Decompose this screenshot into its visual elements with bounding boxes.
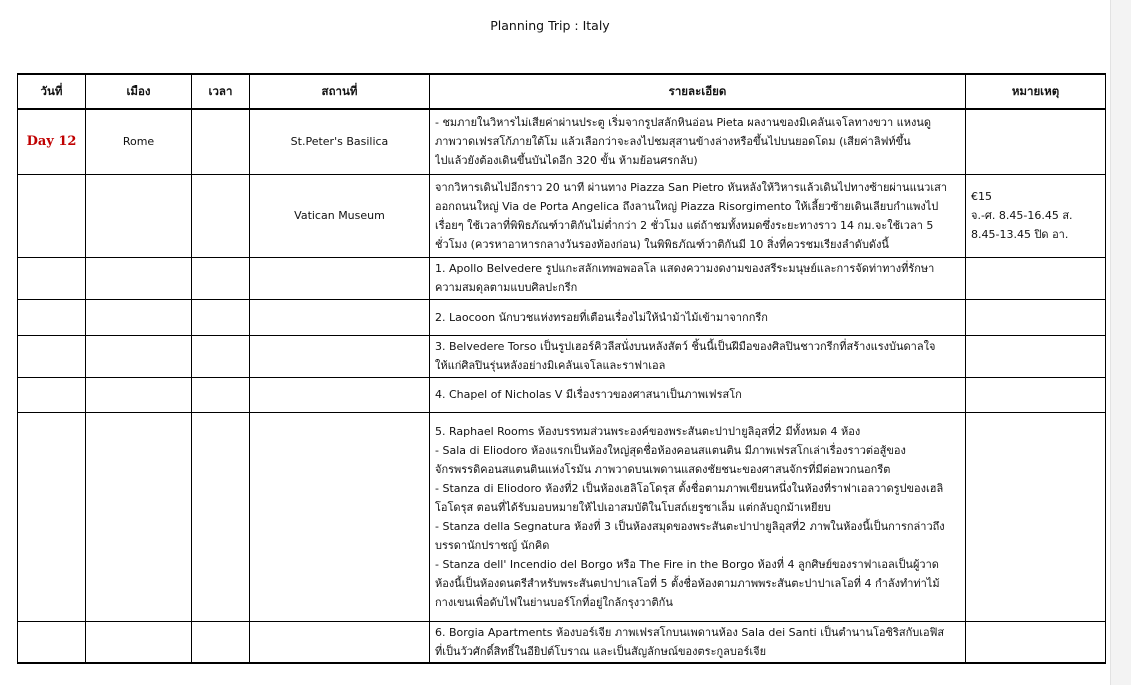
details-line: - ชมภายในวิหารไม่เสียค่าผ่านประตู เริ่มจากรูปสลักหินอ่อน Pieta ผลงานของมิเคลันเจโลทางขวา แหงนดู (435, 116, 932, 130)
place-cell (250, 299, 430, 335)
details-cell (430, 377, 966, 412)
time-cell (192, 257, 250, 299)
place-cell (250, 412, 430, 621)
table-row (18, 299, 1106, 335)
notes-cell (966, 174, 1106, 257)
details-line: - Stanza della Segnatura ห้องที่ 3 เป็นห้องสมุดของพระสันตะปาปายูลิอุสที่2 ภาพในห้องนี้เป็นการกล่าวถึง (435, 519, 945, 533)
place-cell (250, 377, 430, 412)
table-row (18, 257, 1106, 299)
city-cell (86, 335, 192, 377)
details-cell (430, 257, 966, 299)
table-header-row (18, 74, 1106, 109)
time-cell (192, 335, 250, 377)
notes-cell (966, 299, 1106, 335)
details-line: 4. Chapel of Nicholas V มีเรื่องราวของศาสนาเป็นภาพเฟรสโก (435, 388, 742, 401)
details-cell (430, 621, 966, 663)
details-line: จากวิหารเดินไปอีกราว 20 นาที ผ่านทาง Piazza San Pietro หันหลังให้วิหารแล้วเดินไปทางซ้ายผ่านแนวเสา (435, 180, 948, 194)
city-cell (86, 174, 192, 257)
date-cell (18, 257, 86, 299)
notes-cell (966, 412, 1106, 621)
details-line: จักรพรรดิคอนสแตนตินแห่งโรมัน ภาพวาดบนเพดานแสดงชัยชนะของศาสนจักรที่มีต่อพวกนอกรีต (435, 462, 891, 476)
notes-cell (966, 621, 1106, 663)
place-cell (250, 335, 430, 377)
place-cell: St.Peter's Basilica (250, 109, 430, 174)
notes-line: 8.45-13.45 ปิด อา. (971, 228, 1069, 241)
notes-line: จ.-ศ. 8.45-16.45 ส. (971, 209, 1073, 222)
header-date: วันที่ (18, 74, 86, 109)
details-line: - Stanza dell' Incendio del Borgo หรือ The Fire in the Borgo ห้องที่ 4 ลูกศิษย์ของราฟาเอลเป็นผู้วาด (435, 557, 939, 571)
city-cell (86, 299, 192, 335)
city-cell (86, 412, 192, 621)
details-line: ห้องนี้เป็นห้องดนตรีสำหรับพระสันตปาปาเลโอที่ 5 ตั้งชื่อห้องตามภาพพระสันตะปาปาเลโอที่ 4 กำลังทำท่าไม้ (435, 576, 940, 590)
details-cell (430, 335, 966, 377)
details-line: ภาพวาดเฟรสโก้ภายใต้โม แล้วเลือกว่าจะลงไปชมสุสานข้างล่างหรือขึ้นไปบนยอดโดม (เสียค่าลิฟท์ขึ้น (435, 135, 911, 149)
notes-cell (966, 377, 1106, 412)
details-line: - Sala di Eliodoro ห้องแรกเป็นห้องใหญ่สุดชื่อห้องคอนสแตนติน มีภาพเฟรสโกเล่าเรื่องราวต่อสู้ของ (435, 443, 906, 457)
table-row (18, 335, 1106, 377)
details-line: 3. Belvedere Torso เป็นรูปเฮอร์คิวลีสนั่งบนหลังสัตว์ ชิ้นนี้เป็นฝีมือของศิลปินชาวกรีกที่สร้างแรงบันดาลใจ (435, 340, 936, 353)
details-line: ที่เป็นวัวศักดิ์สิทธิ์ในอียิปต์โบราณ และเป็นสัญลักษณ์ของตระกูลบอร์เจีย (435, 644, 767, 658)
itinerary-table (17, 73, 1106, 664)
header-city: เมือง (86, 74, 192, 109)
place-cell: Vatican Museum (250, 174, 430, 257)
time-cell (192, 174, 250, 257)
notes-line: €15 (971, 190, 992, 203)
notes-cell (966, 335, 1106, 377)
city-cell: Rome (86, 109, 192, 174)
date-cell (18, 377, 86, 412)
table-row (18, 621, 1106, 663)
table-row (18, 377, 1106, 412)
details-line: ชั่วโมง (ควรหาอาหารกลางวันรองท้องก่อน) ในพิพิธภัณฑ์วาติกันมี 10 สิ่งที่ควรชมเรียงลำดับดังนี้ (435, 237, 889, 251)
details-line: กางเขนเพื่อดับไฟในย่านบอร์โกที่อยู่ใกล้กรุงวาติกัน (435, 595, 673, 609)
time-cell (192, 621, 250, 663)
details-line: เรื่อยๆ ใช้เวลาที่พิพิธภัณฑ์วาติกันไม่ต่ำกว่า 2 ชั่วโมง แต่ถ้าชมทั้งหมดซึ่งระยะทางราว 14 กม.จะใช้เวลา 5 (435, 218, 934, 232)
time-cell (192, 412, 250, 621)
header-notes: หมายเหตุ (966, 74, 1106, 109)
scrollbar-track[interactable] (1110, 0, 1131, 685)
details-line: ออกถนนใหญ่ Via de Porta Angelica ถึงลานใหญ่ Piazza Risorgimento ให้เลี้ยวซ้ายเดินเลียบกำแพงไป (435, 199, 939, 213)
date-cell (18, 299, 86, 335)
details-cell (430, 299, 966, 335)
table-row (18, 109, 1106, 174)
header-place: สถานที่ (250, 74, 430, 109)
notes-cell (966, 109, 1106, 174)
date-cell (18, 412, 86, 621)
time-cell (192, 299, 250, 335)
notes-cell (966, 257, 1106, 299)
place-cell (250, 621, 430, 663)
details-line: - Stanza di Eliodoro ห้องที่2 เป็นห้องเฮลิโอโดรุส ตั้งชื่อตามภาพเขียนหนึ่งในห้องที่ราฟาเอลวาดรูปของเฮลิ (435, 481, 944, 495)
header-details: รายละเอียด (430, 74, 966, 109)
details-line: 6. Borgia Apartments ห้องบอร์เจีย ภาพเฟรสโกบนเพดานห้อง Sala dei Santi เป็นตำนานโอซิริสกับเอฟิส (435, 625, 945, 639)
city-cell (86, 621, 192, 663)
details-line: 2. Laocoon นักบวชแห่งทรอยที่เตือนเรื่องไม่ให้นำม้าไม้เข้ามาจากกรีก (435, 310, 768, 324)
header-time: เวลา (192, 74, 250, 109)
city-cell (86, 377, 192, 412)
date-cell (18, 335, 86, 377)
page-title: Planning Trip : Italy (490, 18, 610, 33)
time-cell (192, 109, 250, 174)
place-cell (250, 257, 430, 299)
details-line: 5. Raphael Rooms ห้องบรรทมส่วนพระองค์ของพระสันตะปาปายูลิอุสที่2 มีทั้งหมด 4 ห้อง (435, 424, 861, 438)
date-cell (18, 174, 86, 257)
table-row (18, 412, 1106, 621)
details-line: โอโดรุส ตอนที่ได้รับมอบหมายให้ไปเอาสมบัติในโบสถ์เยรูซาเล็ม แต่กลับถูกม้าเหยียบ (435, 500, 831, 514)
details-line: 1. Apollo Belvedere รูปแกะสลักเทพอพอลโล แสดงความงดงามของสรีระมนุษย์และการจัดท่าทางที่รักษา (435, 262, 935, 275)
details-line: บรรดานักปราชญ์ นักคิด (435, 538, 550, 552)
details-cell (430, 109, 966, 174)
time-cell (192, 377, 250, 412)
table-row (18, 174, 1106, 257)
details-line: ให้แก่ศิลปินรุ่นหลังอย่างมิเคลันเจโลและราฟาเอล (435, 359, 666, 372)
details-cell (430, 174, 966, 257)
date-cell (18, 621, 86, 663)
details-line: ไปแล้วยังต้องเดินขึ้นบันไดอีก 320 ขั้น ห้ามย้อนศรกลับ) (435, 154, 698, 168)
city-cell (86, 257, 192, 299)
date-cell: Day 12 (18, 109, 86, 174)
details-line: ความสมดุลตามแบบศิลปะกรีก (435, 281, 578, 294)
details-cell (430, 412, 966, 621)
